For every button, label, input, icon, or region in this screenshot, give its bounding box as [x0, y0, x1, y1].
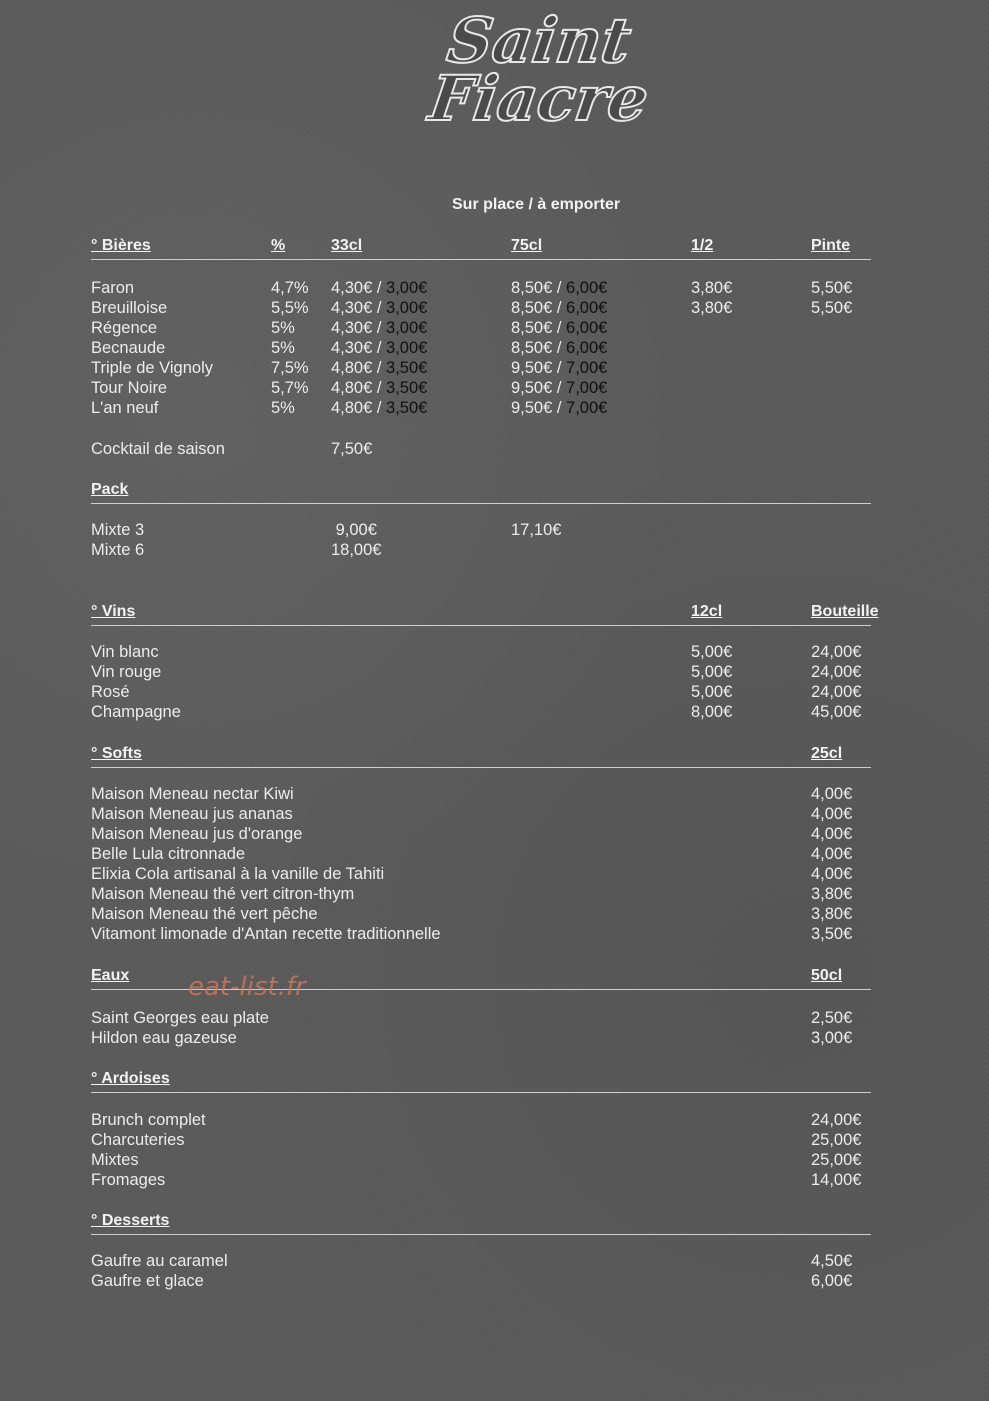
eau-name: Hildon eau gazeuse: [91, 1029, 237, 1047]
biere-price-33cl-emporter: 3,00€: [386, 279, 428, 297]
soft-price: 4,00€: [811, 825, 853, 843]
pack-name: Mixte 6: [91, 541, 145, 559]
ardoises-header: [91, 1070, 871, 1093]
biere-abv: 5,5%: [271, 299, 309, 317]
soft-name: Maison Meneau thé vert pêche: [91, 905, 318, 923]
ardoise-row: [91, 1171, 891, 1191]
vin-row: [91, 663, 891, 683]
bieres-col-33cl: 33cl: [331, 237, 363, 254]
ardoise-name: Mixtes: [91, 1151, 139, 1169]
soft-row: [91, 925, 891, 945]
vin-price-bouteille: 24,00€: [811, 683, 862, 701]
biere-price-half: 3,80€: [691, 299, 733, 317]
biere-price-75cl-sur-place: 8,50€ /: [511, 339, 567, 357]
biere-price-33cl-sur-place: 4,30€ /: [331, 339, 387, 357]
vin-name: Vin blanc: [91, 643, 159, 661]
biere-name: Breuilloise: [91, 299, 168, 317]
vin-price-12cl: 5,00€: [691, 643, 733, 661]
cocktail-row: [91, 440, 891, 460]
bieres-col-75cl: 75cl: [511, 237, 543, 254]
biere-price-75cl-sur-place: 8,50€ /: [511, 319, 567, 337]
biere-row: [91, 319, 891, 339]
biere-name: Becnaude: [91, 339, 166, 357]
biere-price-75cl-sur-place: 9,50€ /: [511, 379, 567, 397]
biere-price-33cl-emporter: 3,00€: [386, 319, 428, 337]
ardoise-price: 14,00€: [811, 1171, 862, 1189]
biere-price-75cl-sur-place: 9,50€ /: [511, 359, 567, 377]
soft-name: Elixia Cola artisanal à la vanille de Tahiti: [91, 865, 385, 883]
biere-price-33cl: [331, 339, 427, 358]
soft-price: 3,50€: [811, 925, 853, 943]
soft-row: [91, 905, 891, 925]
biere-price-75cl-emporter: 6,00€: [566, 319, 608, 337]
pack-header: [91, 481, 871, 504]
biere-price-75cl-emporter: 6,00€: [566, 299, 608, 317]
biere-name: Tour Noire: [91, 379, 168, 397]
biere-row: [91, 359, 891, 379]
soft-row: [91, 825, 891, 845]
biere-price-75cl: [511, 339, 607, 358]
bieres-col-pinte: Pinte: [811, 237, 851, 254]
biere-price-33cl: [331, 399, 427, 418]
logo-line-2: Fiacre: [424, 62, 653, 135]
vin-price-12cl: 8,00€: [691, 703, 733, 721]
vin-row: [91, 643, 891, 663]
biere-price-33cl-sur-place: 4,80€ /: [331, 379, 387, 397]
softs-title: ° Softs: [91, 745, 142, 762]
biere-price-75cl-emporter: 7,00€: [566, 379, 608, 397]
biere-price-33cl: [331, 379, 427, 398]
soft-price: 3,80€: [811, 905, 853, 923]
pack-title: Pack: [91, 481, 129, 498]
biere-price-33cl-sur-place: 4,30€ /: [331, 279, 387, 297]
biere-price-75cl-sur-place: 8,50€ /: [511, 299, 567, 317]
biere-price-33cl-emporter: 3,50€: [386, 359, 428, 377]
cocktail-name: Cocktail de saison: [91, 440, 225, 458]
desserts-header: [91, 1212, 871, 1235]
desserts-title: ° Desserts: [91, 1212, 170, 1229]
soft-price: 4,00€: [811, 805, 853, 823]
biere-row: [91, 299, 891, 319]
eau-row: [91, 1029, 891, 1049]
eau-name: Saint Georges eau plate: [91, 1009, 269, 1027]
ardoise-price: 25,00€: [811, 1151, 862, 1169]
biere-price-75cl: [511, 319, 607, 338]
eau-row: [91, 1009, 891, 1029]
soft-row: [91, 845, 891, 865]
vin-name: Rosé: [91, 683, 130, 701]
biere-price-33cl-sur-place: 4,30€ /: [331, 299, 387, 317]
softs-col-25cl: 25cl: [811, 745, 843, 762]
biere-price-75cl-emporter: 6,00€: [566, 339, 608, 357]
biere-row: [91, 379, 891, 399]
biere-abv: 4,7%: [271, 279, 309, 297]
eaux-title: Eaux: [91, 967, 130, 984]
biere-price-33cl: [331, 299, 427, 318]
ardoises-title: ° Ardoises: [91, 1070, 170, 1087]
biere-price-pinte: 5,50€: [811, 279, 853, 297]
ardoise-name: Fromages: [91, 1171, 166, 1189]
biere-row: [91, 279, 891, 299]
biere-price-75cl-emporter: 7,00€: [566, 359, 608, 377]
soft-row: [91, 805, 891, 825]
vin-price-bouteille: 45,00€: [811, 703, 862, 721]
biere-price-33cl-emporter: 3,50€: [386, 379, 428, 397]
logo: [420, 6, 660, 136]
biere-price-33cl: [331, 359, 427, 378]
soft-price: 3,80€: [811, 885, 853, 903]
pack-name: Mixte 3: [91, 521, 145, 539]
vin-name: Champagne: [91, 703, 181, 721]
vins-header: [91, 603, 879, 626]
ardoise-row: [91, 1151, 891, 1171]
biere-price-33cl-sur-place: 4,30€ /: [331, 319, 387, 337]
soft-price: 4,00€: [811, 865, 853, 883]
dessert-name: Gaufre et glace: [91, 1272, 204, 1290]
vin-row: [91, 703, 891, 723]
soft-row: [91, 885, 891, 905]
pack-row: [91, 521, 891, 541]
softs-header: [91, 745, 871, 768]
pack-price-1: 18,00€: [331, 541, 382, 559]
bieres-col-half: 1/2: [691, 237, 714, 254]
cocktail-price: 7,50€: [331, 440, 373, 458]
biere-price-half: 3,80€: [691, 279, 733, 297]
soft-price: 4,00€: [811, 845, 853, 863]
soft-name: Maison Meneau nectar Kiwi: [91, 785, 294, 803]
vins-title: ° Vins: [91, 603, 136, 620]
eau-price: 3,00€: [811, 1029, 853, 1047]
pack-price-1: 9,00€: [331, 521, 377, 539]
soft-row: [91, 785, 891, 805]
soft-row: [91, 865, 891, 885]
biere-price-75cl: [511, 399, 607, 418]
biere-price-75cl: [511, 299, 607, 318]
biere-price-33cl-emporter: 3,50€: [386, 399, 428, 417]
dessert-row: [91, 1272, 891, 1292]
biere-name: L'an neuf: [91, 399, 159, 417]
vin-price-bouteille: 24,00€: [811, 643, 862, 661]
dessert-name: Gaufre au caramel: [91, 1252, 228, 1270]
ardoise-row: [91, 1111, 891, 1131]
dessert-row: [91, 1252, 891, 1272]
biere-abv: 5,7%: [271, 379, 309, 397]
dessert-price: 4,50€: [811, 1252, 853, 1270]
soft-name: Belle Lula citronnade: [91, 845, 246, 863]
biere-price-75cl-emporter: 6,00€: [566, 279, 608, 297]
biere-abv: 5%: [271, 399, 295, 417]
bieres-title: ° Bières: [91, 237, 151, 254]
biere-price-33cl: [331, 319, 427, 338]
pack-price-2: 17,10€: [511, 521, 562, 539]
ardoise-name: Brunch complet: [91, 1111, 206, 1129]
biere-abv: 5%: [271, 339, 295, 357]
ardoise-name: Charcuteries: [91, 1131, 185, 1149]
biere-price-33cl-sur-place: 4,80€ /: [331, 399, 387, 417]
biere-price-33cl: [331, 279, 427, 298]
biere-price-33cl-emporter: 3,00€: [386, 299, 428, 317]
eaux-col-50cl: 50cl: [811, 967, 843, 984]
biere-price-75cl: [511, 379, 607, 398]
vin-row: [91, 683, 891, 703]
ardoise-row: [91, 1131, 891, 1151]
soft-name: Maison Meneau thé vert citron-thym: [91, 885, 355, 903]
soft-price: 4,00€: [811, 785, 853, 803]
watermark: eat-list.fr: [188, 972, 306, 1002]
biere-row: [91, 339, 891, 359]
biere-price-75cl: [511, 279, 607, 298]
biere-price-75cl-emporter: 7,00€: [566, 399, 608, 417]
vin-price-bouteille: 24,00€: [811, 663, 862, 681]
biere-price-33cl-sur-place: 4,80€ /: [331, 359, 387, 377]
biere-price-75cl: [511, 359, 607, 378]
vins-col-12cl: 12cl: [691, 603, 723, 620]
vins-col-bouteille: Bouteille: [811, 603, 879, 620]
soft-name: Vitamont limonade d'Antan recette traditionnelle: [91, 925, 441, 943]
biere-name: Faron: [91, 279, 135, 297]
biere-name: Régence: [91, 319, 158, 337]
biere-name: Triple de Vignoly: [91, 359, 213, 377]
bieres-col-pct: %: [271, 237, 286, 254]
pack-row: [91, 541, 891, 561]
soft-name: Maison Meneau jus d'orange: [91, 825, 303, 843]
vin-name: Vin rouge: [91, 663, 162, 681]
eau-price: 2,50€: [811, 1009, 853, 1027]
biere-price-75cl-sur-place: 8,50€ /: [511, 279, 567, 297]
ardoise-price: 25,00€: [811, 1131, 862, 1149]
biere-abv: 5%: [271, 319, 295, 337]
menu-subtitle: Sur place / à emporter: [452, 196, 621, 213]
biere-price-pinte: 5,50€: [811, 299, 853, 317]
logo-line-1: Saint: [442, 4, 636, 77]
vin-price-12cl: 5,00€: [691, 683, 733, 701]
biere-price-75cl-sur-place: 9,50€ /: [511, 399, 567, 417]
soft-name: Maison Meneau jus ananas: [91, 805, 293, 823]
biere-price-33cl-emporter: 3,00€: [386, 339, 428, 357]
biere-abv: 7,5%: [271, 359, 309, 377]
bieres-header: [91, 237, 871, 260]
vin-price-12cl: 5,00€: [691, 663, 733, 681]
dessert-price: 6,00€: [811, 1272, 853, 1290]
biere-row: [91, 399, 891, 419]
ardoise-price: 24,00€: [811, 1111, 862, 1129]
